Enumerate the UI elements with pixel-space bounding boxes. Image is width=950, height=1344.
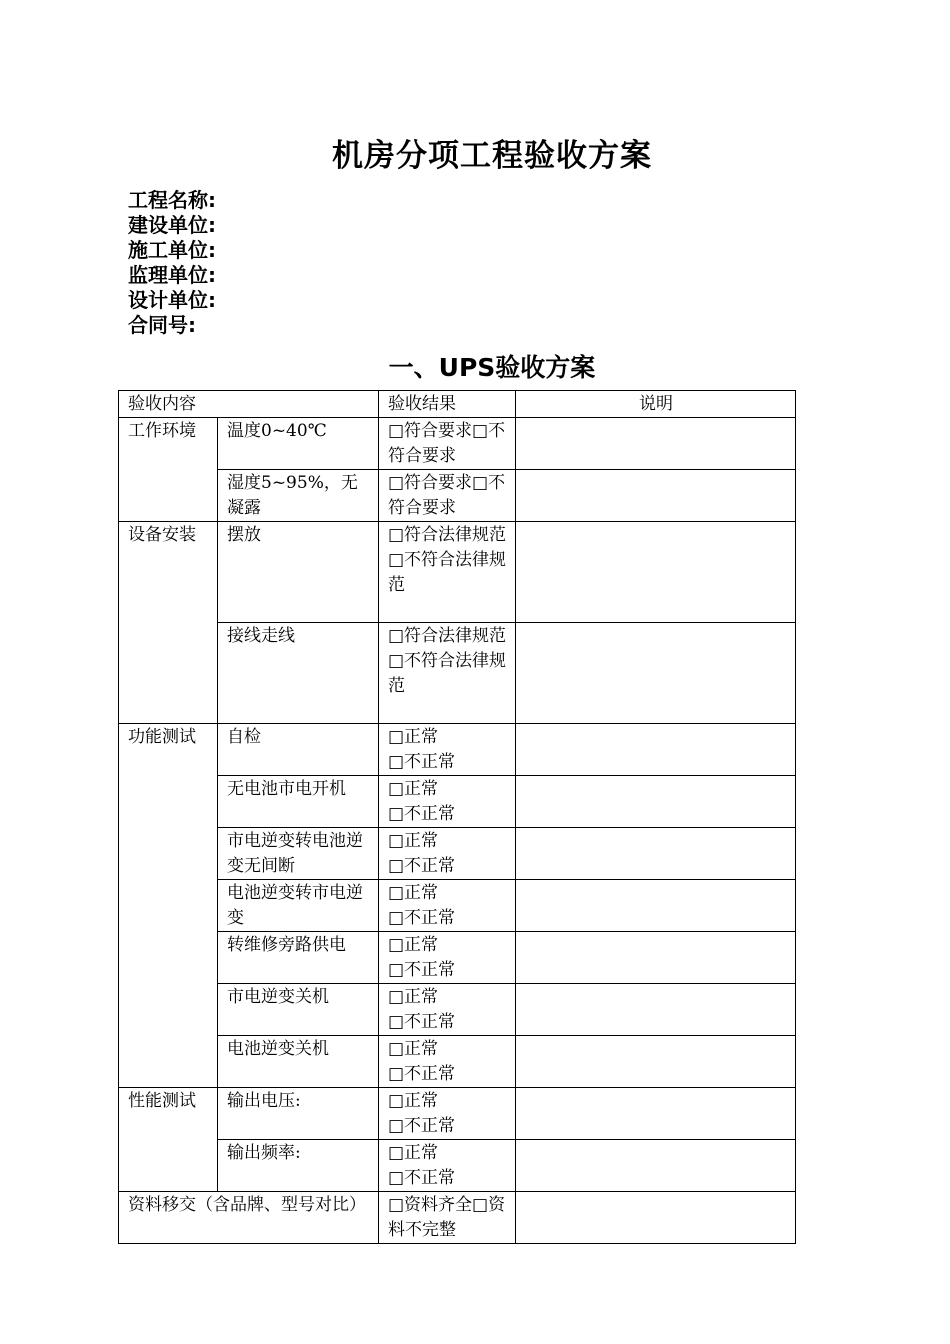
table-row bbox=[119, 1036, 796, 1088]
header-note: 说明 bbox=[516, 391, 796, 418]
item-cell: 接线走线 bbox=[218, 623, 379, 724]
item-cell: 温度0~40℃ bbox=[218, 418, 379, 470]
header-content: 验收内容 bbox=[119, 391, 379, 418]
result-cell bbox=[379, 1036, 516, 1088]
table-row bbox=[119, 828, 796, 880]
option-normal: □正常 bbox=[388, 831, 439, 851]
item-cell: 无电池市电开机 bbox=[218, 776, 379, 828]
note-cell bbox=[516, 1088, 796, 1140]
option-abnormal: □不正常 bbox=[388, 1116, 456, 1136]
result-cell: □符合要求□不符合要求 bbox=[379, 418, 516, 470]
result-cell: □符合要求□不符合要求 bbox=[379, 470, 516, 522]
option-compliant: □符合法律规范 bbox=[388, 626, 507, 646]
option-normal: □正常 bbox=[388, 1143, 439, 1163]
construction-unit-label: 施工单位: bbox=[128, 238, 216, 262]
category-cell: 设备安装 bbox=[119, 522, 218, 724]
result-cell bbox=[379, 776, 516, 828]
note-cell bbox=[516, 776, 796, 828]
item-cell: 输出频率: bbox=[218, 1140, 379, 1192]
table-row bbox=[119, 1140, 796, 1192]
category-cell: 资料移交（含品牌、型号对比） bbox=[119, 1192, 379, 1244]
item-cell: 湿度5~95%，无凝露 bbox=[218, 470, 379, 522]
project-info-block bbox=[128, 188, 216, 338]
owner-unit-label: 建设单位: bbox=[128, 213, 216, 237]
table-row bbox=[119, 1192, 796, 1244]
note-cell bbox=[516, 522, 796, 623]
table-row bbox=[119, 418, 796, 470]
table-row bbox=[119, 932, 796, 984]
result-cell bbox=[379, 623, 516, 724]
note-cell bbox=[516, 828, 796, 880]
item-cell: 市电逆变关机 bbox=[218, 984, 379, 1036]
item-cell: 摆放 bbox=[218, 522, 379, 623]
item-cell: 转维修旁路供电 bbox=[218, 932, 379, 984]
result-cell bbox=[379, 1140, 516, 1192]
note-cell bbox=[516, 623, 796, 724]
result-cell bbox=[379, 880, 516, 932]
option-abnormal: □不正常 bbox=[388, 908, 456, 928]
option-abnormal: □不正常 bbox=[388, 804, 456, 824]
note-cell bbox=[516, 1192, 796, 1244]
table-row bbox=[119, 724, 796, 776]
note-cell bbox=[516, 1036, 796, 1088]
result-cell bbox=[379, 1088, 516, 1140]
result-cell bbox=[379, 522, 516, 623]
result-cell bbox=[379, 932, 516, 984]
option-abnormal: □不正常 bbox=[388, 1168, 456, 1188]
option-noncompliant: □不符合法律规范 bbox=[388, 651, 507, 696]
option-compliant: □符合法律规范 bbox=[388, 525, 507, 545]
result-cell bbox=[379, 828, 516, 880]
ups-acceptance-table bbox=[118, 390, 796, 1244]
option-normal: □正常 bbox=[388, 987, 439, 1007]
note-cell bbox=[516, 418, 796, 470]
note-cell bbox=[516, 1140, 796, 1192]
option-normal: □正常 bbox=[388, 727, 439, 747]
category-cell: 工作环境 bbox=[119, 418, 218, 522]
option-normal: □正常 bbox=[388, 883, 439, 903]
category-cell: 功能测试 bbox=[119, 724, 218, 1088]
note-cell bbox=[516, 984, 796, 1036]
note-cell bbox=[516, 880, 796, 932]
header-result: 验收结果 bbox=[379, 391, 516, 418]
option-abnormal: □不正常 bbox=[388, 1064, 456, 1084]
item-cell: 电池逆变转市电逆变 bbox=[218, 880, 379, 932]
note-cell bbox=[516, 932, 796, 984]
option-normal: □正常 bbox=[388, 1091, 439, 1111]
result-cell bbox=[379, 724, 516, 776]
item-cell: 自检 bbox=[218, 724, 379, 776]
document-title: 机房分项工程验收方案 bbox=[332, 138, 652, 174]
item-cell: 电池逆变关机 bbox=[218, 1036, 379, 1088]
item-cell: 市电逆变转电池逆变无间断 bbox=[218, 828, 379, 880]
item-cell: 输出电压: bbox=[218, 1088, 379, 1140]
project-name-label: 工程名称: bbox=[128, 188, 216, 212]
table-row bbox=[119, 470, 796, 522]
result-cell: □资料齐全□资料不完整 bbox=[379, 1192, 516, 1244]
note-cell bbox=[516, 724, 796, 776]
section-heading: 一、UPS验收方案 bbox=[388, 353, 596, 382]
contract-number-label: 合同号: bbox=[128, 313, 196, 337]
option-normal: □正常 bbox=[388, 1039, 439, 1059]
option-abnormal: □不正常 bbox=[388, 752, 456, 772]
option-abnormal: □不正常 bbox=[388, 856, 456, 876]
design-unit-label: 设计单位: bbox=[128, 288, 216, 312]
option-abnormal: □不正常 bbox=[388, 960, 456, 980]
result-cell bbox=[379, 984, 516, 1036]
table-row bbox=[119, 1088, 796, 1140]
table-row bbox=[119, 984, 796, 1036]
option-noncompliant: □不符合法律规范 bbox=[388, 550, 507, 595]
category-cell: 性能测试 bbox=[119, 1088, 218, 1192]
supervision-unit-label: 监理单位: bbox=[128, 263, 216, 287]
note-cell bbox=[516, 470, 796, 522]
table-row bbox=[119, 623, 796, 724]
option-normal: □正常 bbox=[388, 779, 439, 799]
option-abnormal: □不正常 bbox=[388, 1012, 456, 1032]
table-row bbox=[119, 776, 796, 828]
option-normal: □正常 bbox=[388, 935, 439, 955]
table-row bbox=[119, 880, 796, 932]
table-header-row bbox=[119, 391, 796, 418]
table-row bbox=[119, 522, 796, 623]
